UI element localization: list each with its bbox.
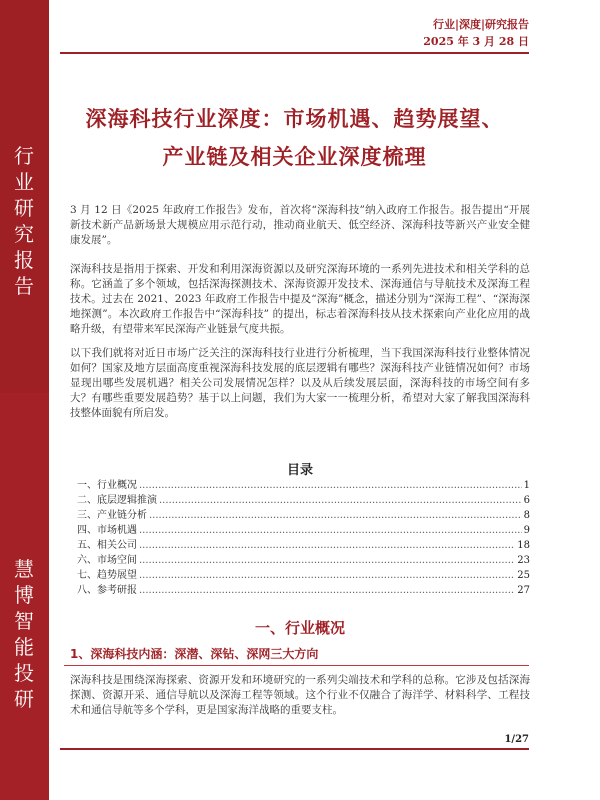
toc-entry[interactable] xyxy=(77,508,530,523)
toc-entry-page: 25 xyxy=(517,570,530,581)
sidebar-char: 能 xyxy=(14,635,35,659)
sidebar-char: 投 xyxy=(14,661,35,685)
toc-entry-label: 一、行业概况 xyxy=(77,480,137,491)
table-of-contents xyxy=(77,478,530,598)
sidebar-label-research-report xyxy=(0,143,49,299)
toc-entry-page: 6 xyxy=(523,495,530,506)
page-number: 1/27 xyxy=(504,734,529,745)
sidebar-char: 研 xyxy=(14,687,35,711)
toc-entry[interactable] xyxy=(77,538,530,553)
toc-entry-page: 9 xyxy=(523,525,530,536)
toc-entry-label: 八、参考研报 xyxy=(77,585,137,596)
section-body-paragraph: 深海科技是围绕深海探索、资源开发和环境研究的一系列尖端技术和学科的总称。它涉及包括深海探测、资源开采、通信导航以及深海工程等领域。这个行业不仅融合了海洋学、材料科学、工程技术和通信导航等多个学科，更是国家海洋战略的重要支柱。 xyxy=(70,674,530,716)
toc-entry-label: 三、产业链分析 xyxy=(77,510,147,521)
toc-leader-dots xyxy=(139,539,515,553)
toc-leader-dots xyxy=(139,554,515,568)
report-date: 2025 年 3 月 28 日 xyxy=(423,35,529,48)
header-divider xyxy=(60,52,529,54)
toc-leader-dots xyxy=(139,584,515,598)
toc-entry-label: 七、趋势展望 xyxy=(77,570,137,581)
sidebar-char: 究 xyxy=(14,222,35,246)
toc-entry-page: 27 xyxy=(517,585,530,596)
toc-entry-page: 1 xyxy=(523,480,530,491)
toc-entry[interactable] xyxy=(77,478,530,493)
toc-entry-label: 四、市场机遇 xyxy=(77,525,137,536)
intro-paragraph-2: 深海科技是指用于探索、开发和利用深海资源以及研究深海环境的一系列先进技术和相关学科的总称。它涵盖了多个领域，包括深海探测技术、深海资源开发技术、深海通信与导航技术及深海工程技术。过去在 2021、2023 年政府工作报告中提及“深海”概念，描述分别为“深海工程”、“深海深地探测”。本次政府工作报告中“深海科技” 的提出，标志着深海科技从技术探索向产业化应用的战略升级，有望带来军民深海产业链景气度共振。 xyxy=(70,263,530,335)
toc-leader-dots xyxy=(139,569,515,583)
toc-leader-dots xyxy=(159,494,522,508)
toc-entry-label: 五、相关公司 xyxy=(77,540,137,551)
toc-entry[interactable] xyxy=(77,568,530,583)
toc-title: 目录 xyxy=(286,463,313,478)
sidebar-char: 报 xyxy=(14,248,35,272)
toc-leader-dots xyxy=(139,479,522,493)
footer-divider xyxy=(60,748,529,750)
title-line-1: 深海科技行业深度：市场机遇、趋势展望、 xyxy=(85,107,504,131)
title-line-2: 产业链及相关企业深度梳理 xyxy=(162,145,427,169)
sidebar-char: 慧 xyxy=(14,557,35,581)
toc-leader-dots xyxy=(139,524,522,538)
toc-entry[interactable] xyxy=(77,553,530,568)
toc-entry-page: 18 xyxy=(517,540,530,551)
report-category: 行业|深度|研究报告 xyxy=(432,18,529,31)
toc-entry-page: 23 xyxy=(517,555,530,566)
sidebar-char: 研 xyxy=(14,196,35,220)
toc-entry[interactable] xyxy=(77,523,530,538)
section-heading: 一、行业概况 xyxy=(254,619,345,637)
sidebar-char: 告 xyxy=(14,274,35,298)
subsection-heading: 1、深海科技内涵：深潜、深钻、深网三大方向 xyxy=(64,642,529,666)
toc-leader-dots xyxy=(149,509,522,523)
sidebar-char: 行 xyxy=(14,144,35,168)
toc-entry[interactable] xyxy=(77,583,530,598)
toc-entry-label: 二、底层逻辑推演 xyxy=(77,495,157,506)
toc-entry-label: 六、市场空间 xyxy=(77,555,137,566)
toc-entry[interactable] xyxy=(77,493,530,508)
page-title xyxy=(60,100,529,176)
sidebar-char: 博 xyxy=(14,583,35,607)
sidebar-char: 业 xyxy=(14,170,35,194)
page-header xyxy=(423,16,529,50)
sidebar-char: 智 xyxy=(14,609,35,633)
intro-paragraph-3: 以下我们就将对近日市场广泛关注的深海科技行业进行分析梳理，当下我国深海科技行业整体情况如何？国家及地方层面高度重视深海科技发展的底层逻辑有哪些？深海科技产业链情况如何？市场显现出哪些发展机遇？相关公司发展情况怎样？以及从后续发展层面，深海科技的市场空间有多大？有哪些重要发展趋势？基于以上问题，我们为大家一一梳理分析，希望对大家了解我国深海科技整体面貌有所启发。 xyxy=(70,347,530,419)
toc-entry-page: 8 xyxy=(523,510,530,521)
intro-paragraph-1: 3 月 12 日《2025 年政府工作报告》发布，首次将“深海科技”纳入政府工作报告。报告提出“开展新技术新产品新场景大规模应用示范行动，推动商业航天、低空经济、深海科技等新兴产业安全健康发展”。 xyxy=(70,204,530,246)
